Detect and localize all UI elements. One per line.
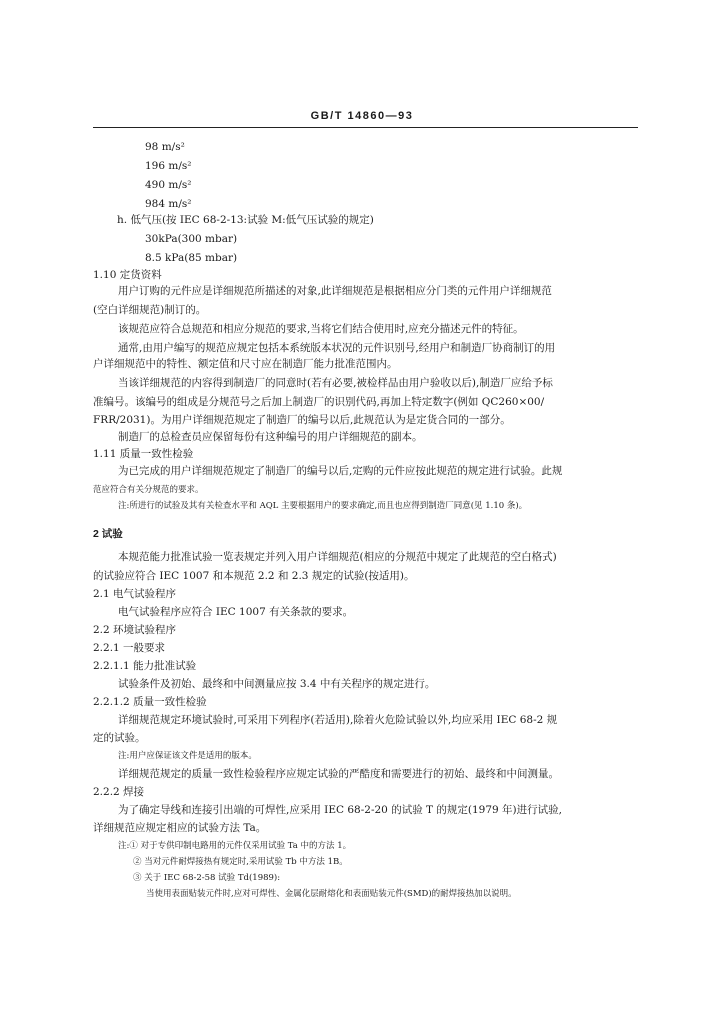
section-heading: 1.11 质量一致性检验 [93,448,194,460]
text-line: 户详细规范中的特性、额定值和尺寸应在制造厂能力批准范围内。 [93,358,398,370]
text-line: 490 m/s² [145,179,192,191]
note-line: 注:① 对于专供印制电路用的元件仅采用试验 Ta 中的方法 1。 [118,841,352,851]
text-line: 电气试验程序应符合 IEC 1007 有关条款的要求。 [118,606,354,618]
text-line: 的试验应符合 IEC 1007 和本规范 2.2 和 2.3 规定的试验(按适用)。 [93,570,415,582]
text-line: 196 m/s² [145,160,192,172]
text-line: 准编号。该编号的组成是分规范号之后加上制造厂的识别代码,再加上特定数字(例如 QC260×00/ [93,396,545,408]
section-heading: 2.2.1.2 质量一致性检验 [93,696,207,708]
text-line: 984 m/s² [145,198,192,210]
section-heading: 2.2.1.1 能力批准试验 [93,660,197,672]
text-line: h. 低气压(按 IEC 68-2-13:试验 M:低气压试验的规定) [117,214,374,226]
text-line: 本规范能力批准试验一览表规定并列入用户详细规范(相应的分规范中规定了此规范的空白格式) [118,551,557,563]
text-line: 当该详细规范的内容得到制造厂的同意时(若有必要,被检样品由用户验收以后),制造厂应给予标 [118,377,553,389]
text-line: 定的试验。 [93,732,146,744]
text-line: 30kPa(300 mbar) [145,233,238,245]
section-heading: 2.1 电气试验程序 [93,588,177,600]
note-line: 注:所进行的试验及其有关检查水平和 AQL 主要根据用户的要求确定,而且也应得到制造厂同意(见 1.10 条)。 [118,501,528,511]
standard-number-header: GB/T 14860—93 [310,110,414,122]
text-line: (空白详细规范)制订的。 [93,304,207,316]
section-heading: 2.2.1 一般要求 [93,642,166,654]
text-line: 详细规范应规定相应的试验方法 Ta。 [93,822,267,834]
section-heading: 2.2.2 焊接 [93,786,145,798]
text-line: 试验条件及初始、最终和中间测量应按 3.4 中有关程序的规定进行。 [118,678,436,690]
text-line: 详细规范规定环境试验时,可采用下列程序(若适用),除着火危险试验以外,均应采用 IEC 68-2 规 [118,714,558,726]
text-line: 用户订购的元件应是详细规范所描述的对象,此详细规范是根据相应分门类的元件用户详细规范 [118,285,552,297]
section-heading: 1.10 定货资料 [93,269,162,281]
header-rule [93,127,638,128]
note-line: ② 当对元件耐焊接热有规定时,采用试验 Tb 中方法 1B。 [133,857,348,867]
text-line: 为了确定导线和连接引出端的可焊性,应采用 IEC 68-2-20 的试验 T 的规定(1979 年)进行试验, [118,804,562,816]
text-line: FRR/2031)。为用户详细规范规定了制造厂的编号以后,此规范认为是定货合同的一部分。 [93,414,511,426]
text-line: 制造厂的总检查员应保留每份有这种编号的用户详细规范的副本。 [118,431,423,443]
text-line: 8.5 kPa(85 mbar) [145,252,238,264]
note-line: 注:用户应保证该文件是适用的版本。 [118,751,257,761]
text-line: 为已完成的用户详细规范规定了制造厂的编号以后,定购的元件应按此规范的规定进行试验。此规 [118,465,563,477]
text-line: 该规范应符合总规范和相应分规范的要求,当将它们结合使用时,应充分描述元件的特征。 [118,323,524,335]
note-line: ③ 关于 IEC 68-2-58 试验 Td(1989): [133,873,281,883]
section-heading: 2.2 环境试验程序 [93,624,177,636]
chapter-heading: 2 试验 [93,528,123,540]
text-line: 98 m/s² [145,141,185,153]
text-line: 范应符合有关分规范的要求。 [93,485,204,495]
text-line: 通常,由用户编写的规范应规定包括本系统版本状况的元件识别号,经用户和制造厂协商制订的用 [118,342,556,354]
text-line: 详细规范规定的质量一致性检验程序应规定试验的严酷度和需要进行的初始、最终和中间测量。 [118,768,559,780]
note-line: 当使用表面贴装元件时,应对可焊性、金属化层耐熔化和表面贴装元件(SMD)的耐焊接热加以说明。 [146,889,517,899]
